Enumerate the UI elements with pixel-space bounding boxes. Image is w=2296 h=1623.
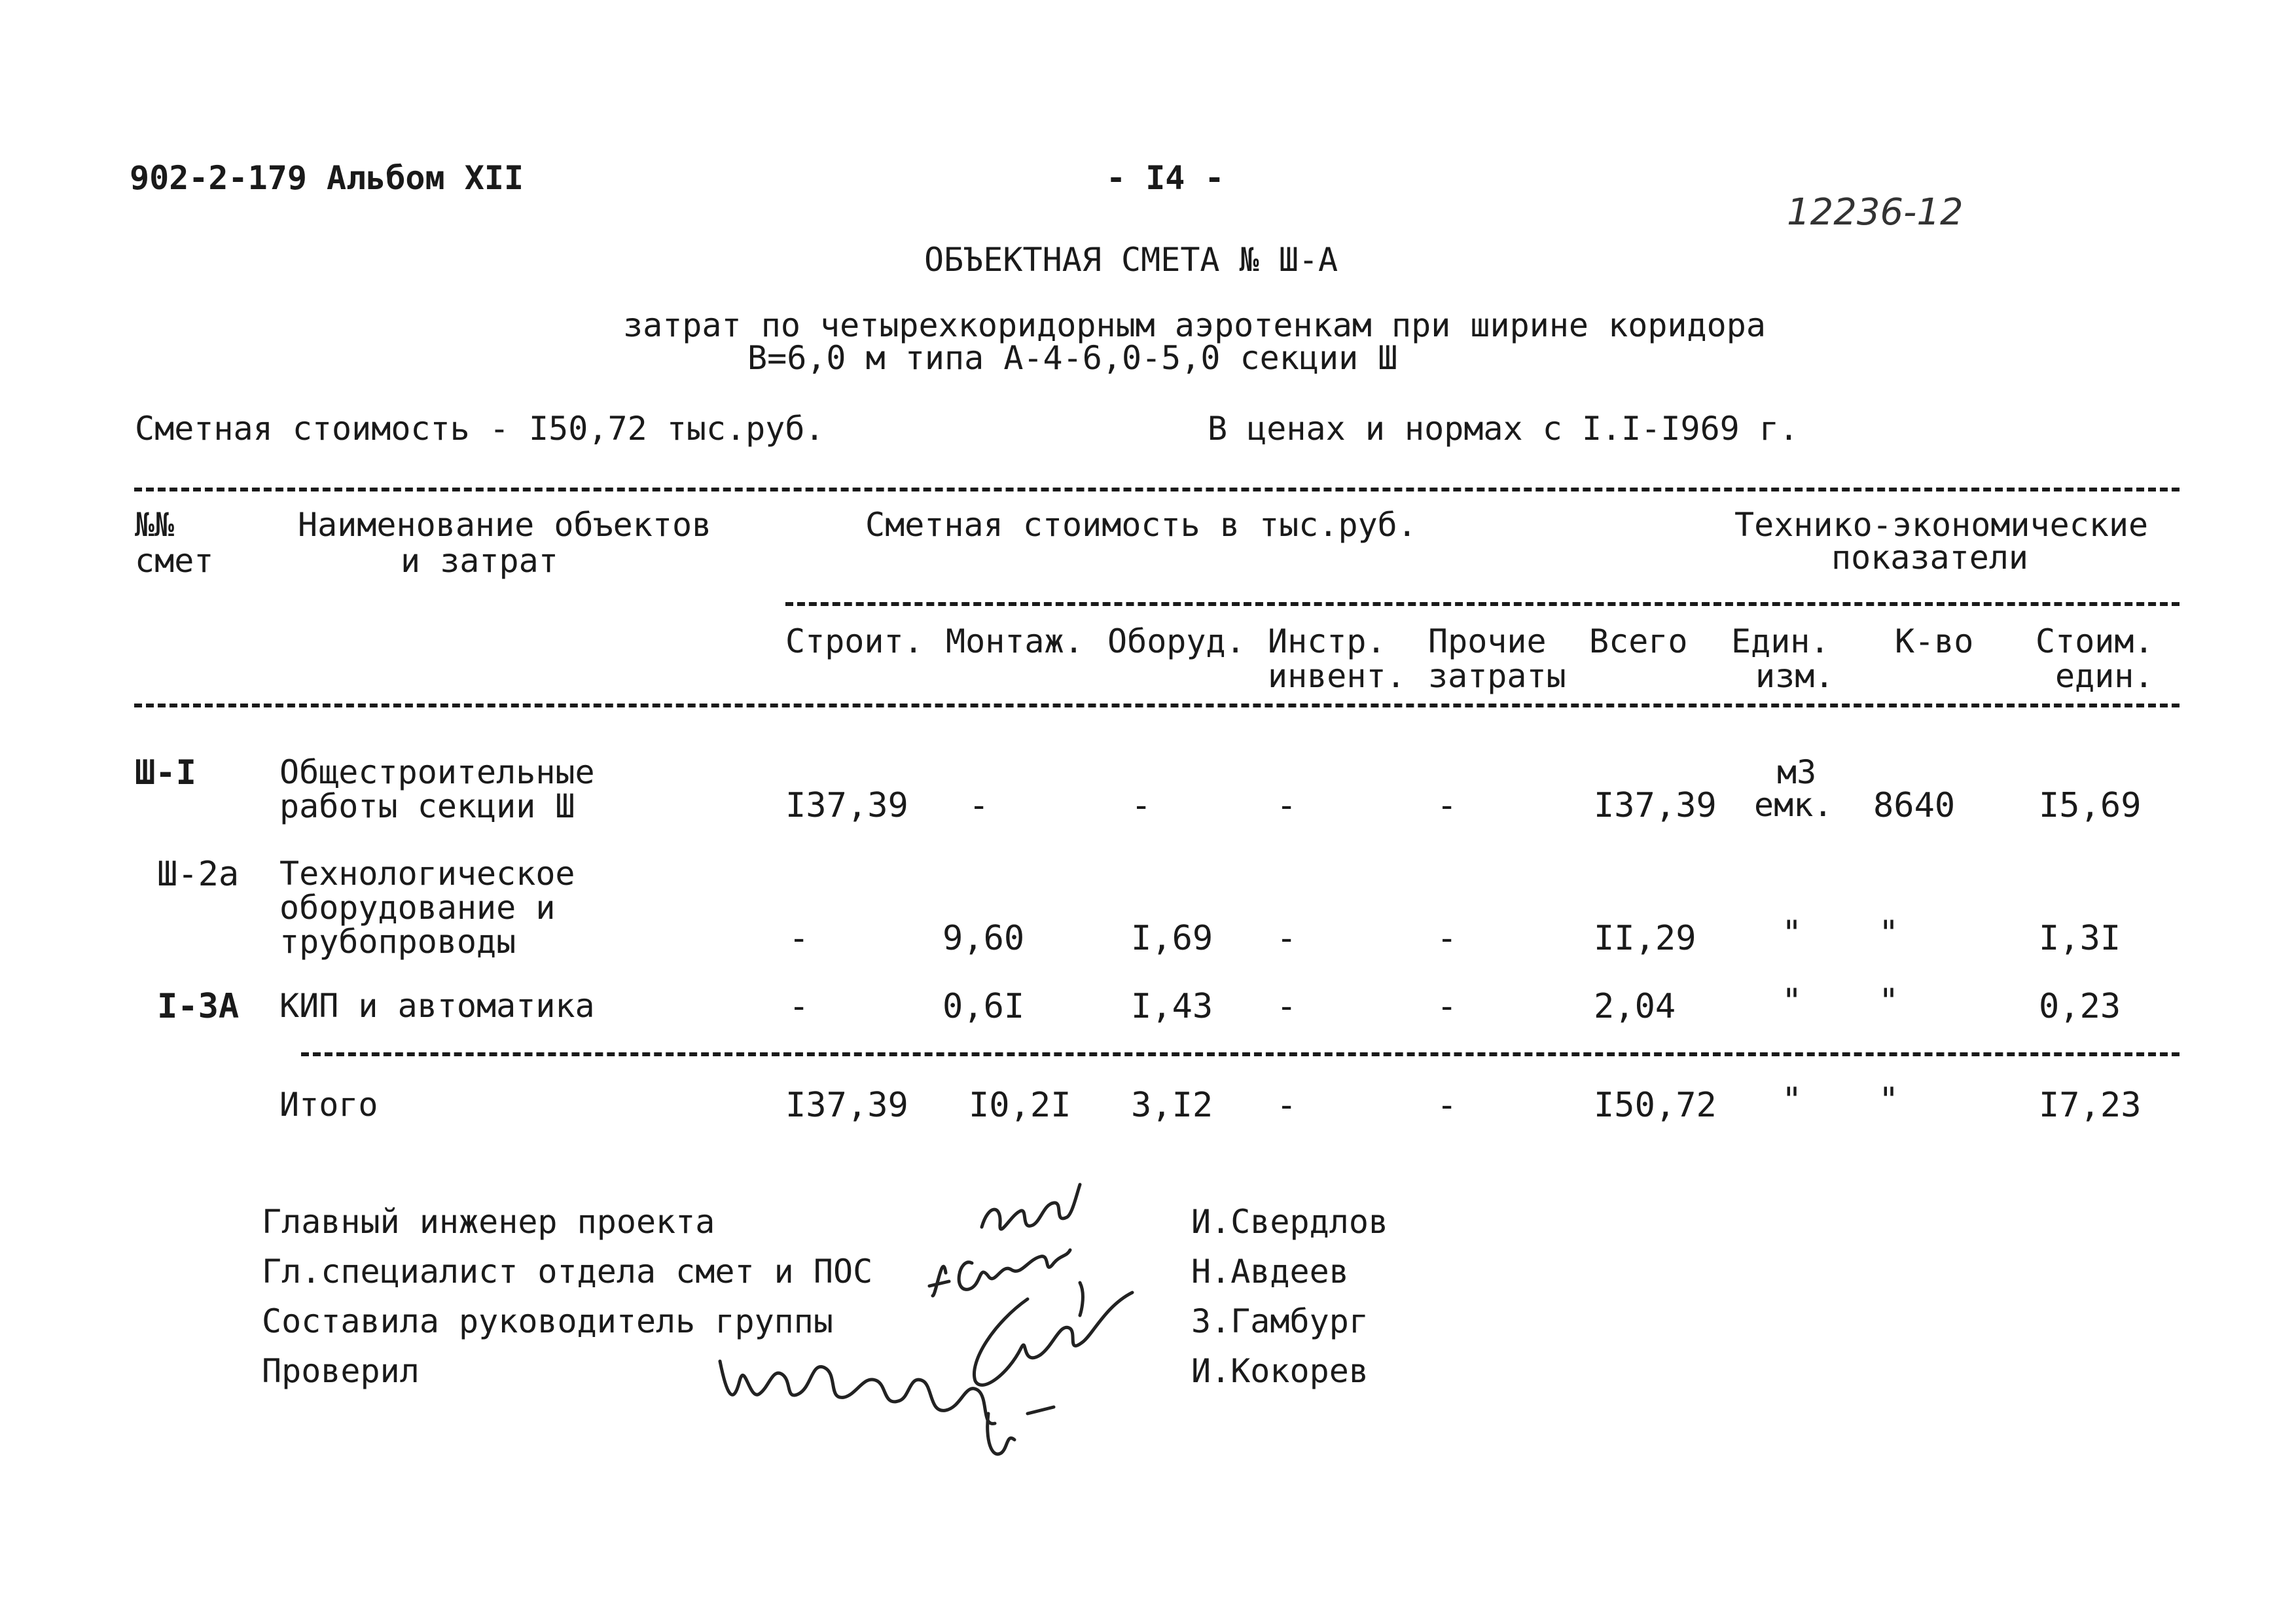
row-montazh: 9,60 [942, 919, 1025, 958]
header-kvo: К-во [1895, 622, 1974, 660]
signer-name: И.Свердлов [1191, 1203, 1389, 1241]
signer-name: И.Кокорев [1191, 1352, 1369, 1390]
row-montazh: 0,6I [942, 987, 1025, 1026]
estimated-cost: Сметная стоимость - I50,72 тыс.руб. [135, 410, 825, 448]
row-unit-cost: 0,23 [2039, 987, 2121, 1026]
header-prochie-line2: затраты [1428, 657, 1566, 695]
row-unit-ditto: " [1782, 914, 1803, 953]
row-oborud: I,69 [1131, 919, 1213, 958]
header-montazh: Монтаж. [946, 622, 1084, 660]
estimate-title: ОБЪЕКТНАЯ СМЕТА № Ш-А [924, 241, 1338, 279]
total-quantity-ditto: " [1878, 1080, 1899, 1120]
row-vsego: I37,39 [1594, 786, 1717, 825]
total-montazh: I0,2I [969, 1086, 1071, 1125]
row-name-line2: работы секции Ш [279, 787, 575, 825]
row-oborud: I,43 [1131, 987, 1213, 1026]
header-num-line1: №№ [135, 506, 175, 544]
total-oborud: 3,I2 [1131, 1086, 1213, 1125]
row-vsego: II,29 [1594, 919, 1696, 958]
row-unit-ditto: " [1782, 982, 1803, 1021]
header-cost-group: Сметная стоимость в тыс.руб. [865, 506, 1417, 544]
row-stroit: - [789, 919, 810, 958]
total-label: Итого [279, 1086, 378, 1124]
row-unit-cost: I,3I [2039, 919, 2121, 958]
header-name-line1: Наименование объектов [298, 506, 712, 544]
header-oborud: Оборуд. [1107, 622, 1246, 660]
row-stroit: I37,39 [785, 786, 908, 825]
header-stroit: Строит. [785, 622, 924, 660]
header-name-line2: и затрат [401, 542, 558, 580]
handwritten-signatures [713, 1165, 1185, 1472]
row-instr: - [1276, 786, 1297, 825]
total-unit-cost: I7,23 [2039, 1086, 2142, 1125]
document-code: 902-2-179 Альбом XII [130, 159, 524, 197]
row-unit-cost: I5,69 [2039, 786, 2142, 825]
header-instr-line1: Инстр. [1268, 622, 1386, 660]
header-instr-line2: инвент. [1268, 657, 1406, 695]
row-estimate-number: Ш-I [135, 753, 196, 793]
row-prochie: - [1437, 987, 1458, 1026]
row-name-line1: Общестроительные [279, 753, 595, 791]
signer-role: Гл.специалист отдела смет и ПОС [262, 1253, 873, 1291]
total-vsego: I50,72 [1594, 1086, 1717, 1125]
table-subheader-rule [785, 602, 2179, 606]
total-stroit: I37,39 [785, 1086, 908, 1125]
row-quantity: " [1878, 982, 1899, 1021]
header-prochie-line1: Прочие [1428, 622, 1547, 660]
row-stroit: - [789, 987, 810, 1026]
total-instr: - [1276, 1086, 1297, 1125]
price-basis: В ценах и нормах с I.I-I969 г. [1208, 410, 1799, 448]
signer-name: З.Гамбург [1191, 1302, 1369, 1340]
signer-role: Главный инженер проекта [262, 1203, 715, 1241]
table-total-rule [301, 1052, 2179, 1056]
header-vsego: Всего [1589, 622, 1688, 660]
signer-role: Составила руководитель группы [262, 1302, 833, 1340]
row-instr: - [1276, 919, 1297, 958]
row-name-line1: КИП и автоматика [279, 987, 595, 1025]
page-number: - I4 - [1106, 159, 1225, 197]
estimate-subtitle-line2: В=6,0 м типа А-4-6,0-5,0 секции Ш [747, 339, 1398, 377]
row-estimate-number: Ш-2а [157, 855, 240, 894]
row-name-line1: Технологическое [279, 855, 575, 893]
header-stoim-line2: един. [2055, 657, 2154, 695]
header-edin-line2: изм. [1755, 657, 1835, 695]
total-prochie: - [1437, 1086, 1458, 1125]
header-tech-line2: показатели [1831, 539, 2029, 577]
row-montazh: - [969, 786, 990, 825]
row-prochie: - [1437, 786, 1458, 825]
row-estimate-number: I-3А [157, 987, 240, 1026]
row-prochie: - [1437, 919, 1458, 958]
row-vsego: 2,04 [1594, 987, 1676, 1026]
total-unit-ditto: " [1782, 1080, 1803, 1120]
row-quantity: 8640 [1873, 786, 1956, 825]
inventory-number: 12236-12 [1787, 191, 1964, 234]
header-tech-line1: Технико-экономические [1734, 506, 2149, 544]
table-header-bottom-rule [134, 704, 2179, 707]
row-quantity: " [1878, 914, 1899, 953]
signer-role: Проверил [262, 1352, 420, 1390]
row-unit-line1: м3 [1777, 753, 1817, 791]
row-unit-line2: емк. [1754, 786, 1833, 824]
row-name-line3: трубопроводы [279, 923, 516, 961]
table-top-rule [134, 488, 2179, 491]
signer-name: Н.Авдеев [1191, 1253, 1349, 1291]
row-instr: - [1276, 987, 1297, 1026]
row-name-line2: оборудование и [279, 889, 556, 927]
row-oborud: - [1131, 786, 1152, 825]
header-edin-line1: Един. [1731, 622, 1830, 660]
header-stoim-line1: Стоим. [2036, 622, 2154, 660]
estimate-subtitle-line1: затрат по четырехкоридорным аэротенкам при ширине коридора [623, 306, 1766, 344]
header-num-line2: смет [135, 542, 214, 580]
